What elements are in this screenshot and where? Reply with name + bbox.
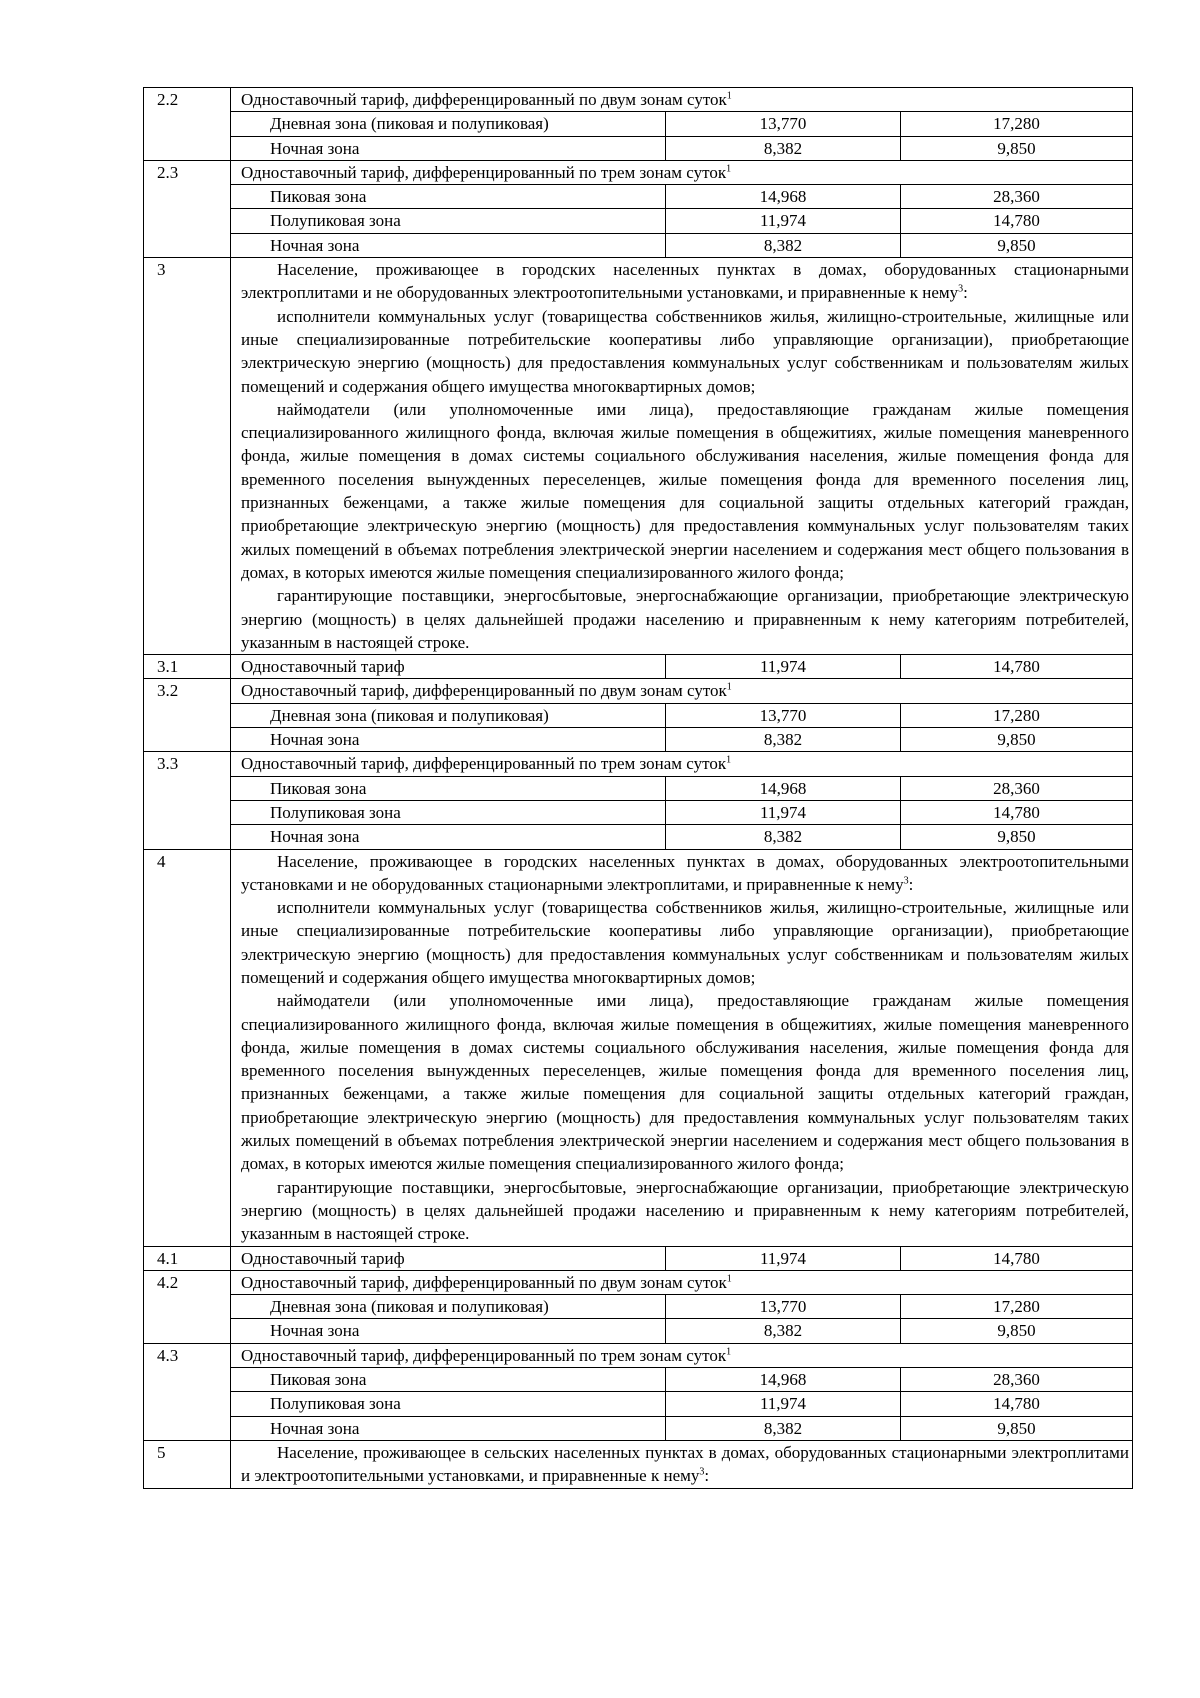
tariff-value-2: 14,780 bbox=[901, 209, 1133, 233]
row-number: 4.2 bbox=[144, 1270, 231, 1343]
tariff-value-1: 8,382 bbox=[666, 825, 901, 849]
table-row bbox=[144, 800, 1133, 824]
table-row bbox=[144, 825, 1133, 849]
tariff-value-1: 14,968 bbox=[666, 1368, 901, 1392]
zone-label: Ночная зона bbox=[231, 1319, 666, 1343]
footnote-mark: 3 bbox=[903, 875, 909, 887]
category-intro: Население, проживающее в сельских населенных пунктах в домах, оборудованных стационарными электроплитами и электроотопительными установками, и приравненные к нему$^3$: bbox=[241, 1442, 1129, 1486]
table-row bbox=[144, 1416, 1133, 1440]
tariff-value-2: 9,850 bbox=[901, 728, 1133, 752]
table-row-4-1 bbox=[144, 1246, 1133, 1270]
tariff-value-1: 13,770 bbox=[666, 1295, 901, 1319]
row-number: 3 bbox=[144, 258, 231, 655]
table-row-5 bbox=[144, 1440, 1133, 1488]
tariff-value-1: 11,974 bbox=[666, 800, 901, 824]
row-number: 3.3 bbox=[144, 752, 231, 849]
table-row bbox=[144, 1295, 1133, 1319]
tariff-value-1: 13,770 bbox=[666, 703, 901, 727]
tariff-header: Одноставочный тариф, дифференцированный по двум зонам суток$^1$ bbox=[231, 88, 1133, 112]
category-description bbox=[231, 849, 1133, 1246]
footnote-mark: 3 bbox=[699, 1466, 705, 1478]
category-paragraph: гарантирующие поставщики, энергосбытовые, энергоснабжающие организации, приобретающие электрическую энергию (мощность) в целях дальнейшей продажи населению и приравненным к нему категориям потребителей, указанным в настоящей строке. bbox=[241, 1177, 1129, 1244]
zone-label: Ночная зона bbox=[231, 136, 666, 160]
tariff-value-2: 14,780 bbox=[901, 655, 1133, 679]
category-intro: Население, проживающее в городских населенных пунктах в домах, оборудованных стационарными электроплитами и не оборудованных электроотопительными установками, и приравненные к нему$^3$: bbox=[241, 260, 1129, 303]
table-row bbox=[144, 112, 1133, 136]
row-number: 4.1 bbox=[144, 1246, 231, 1270]
tariff-value-1: 11,974 bbox=[666, 655, 901, 679]
table-row-2-2 bbox=[144, 88, 1133, 112]
zone-label: Пиковая зона bbox=[231, 185, 666, 209]
tariff-value-2: 9,850 bbox=[901, 233, 1133, 257]
table-row-2-3 bbox=[144, 160, 1133, 184]
zone-label: Полупиковая зона bbox=[231, 800, 666, 824]
zone-label: Ночная зона bbox=[231, 233, 666, 257]
row-number: 2.3 bbox=[144, 160, 231, 257]
table-row bbox=[144, 136, 1133, 160]
table-row-3-1 bbox=[144, 655, 1133, 679]
tariff-value-2: 9,850 bbox=[901, 1416, 1133, 1440]
tariff-value-2: 9,850 bbox=[901, 1319, 1133, 1343]
tariff-value-1: 14,968 bbox=[666, 185, 901, 209]
zone-label: Ночная зона bbox=[231, 1416, 666, 1440]
tariff-header: Одноставочный тариф, дифференцированный по трем зонам суток$^1$ bbox=[231, 1343, 1133, 1367]
tariff-value-1: 8,382 bbox=[666, 136, 901, 160]
table-row bbox=[144, 776, 1133, 800]
zone-label: Пиковая зона bbox=[231, 1368, 666, 1392]
category-paragraph: наймодатели (или уполномоченные ими лица), предоставляющие гражданам жилые помещения специализированного жилищного фонда, включая жилые помещения в общежитиях, жилые помещения маневренного фонда, жилые помещения в домах системы социального обслуживания населения, жилые помещения фонда для временного поселения вынужденных переселенцев, жилые помещения фонда для временного поселения лиц, признанных беженцами, а также жилые помещения для социальной защиты отдельных категорий граждан, приобретающие электрическую энергию (мощность) для предоставления коммунальных услуг пользователям таких жилых помещений в объемах потребления электрической энергии населением и содержания мест общего пользования в домах, в которых имеются жилые помещения специализированного жилого фонда; bbox=[241, 991, 1129, 1174]
category-paragraph: наймодатели (или уполномоченные ими лица), предоставляющие гражданам жилые помещения специализированного жилищного фонда, включая жилые помещения в общежитиях, жилые помещения маневренного фонда, жилые помещения в домах системы социального обслуживания населения, жилые помещения фонда для временного поселения вынужденных переселенцев, жилые помещения фонда для временного поселения лиц, признанных беженцами, а также жилые помещения для социальной защиты отдельных категорий граждан, приобретающие электрическую энергию (мощность) для предоставления коммунальных услуг пользователям таких жилых помещений в объемах потребления электрической энергии населением и содержания мест общего пользования в домах, в которых имеются жилые помещения специализированного жилого фонда; bbox=[241, 399, 1129, 582]
tariff-value-1: 8,382 bbox=[666, 728, 901, 752]
tariff-value-2: 14,780 bbox=[901, 1392, 1133, 1416]
tariff-value-2: 17,280 bbox=[901, 703, 1133, 727]
tariff-value-1: 11,974 bbox=[666, 1246, 901, 1270]
tariff-value-2: 28,360 bbox=[901, 776, 1133, 800]
zone-label: Дневная зона (пиковая и полупиковая) bbox=[231, 703, 666, 727]
tariff-value-2: 17,280 bbox=[901, 1295, 1133, 1319]
tariff-value-1: 8,382 bbox=[666, 233, 901, 257]
tariff-document bbox=[143, 87, 1132, 1489]
footnote-mark: 1 bbox=[726, 90, 732, 102]
row-number: 3.1 bbox=[144, 655, 231, 679]
table-row-4-2 bbox=[144, 1270, 1133, 1294]
zone-label: Дневная зона (пиковая и полупиковая) bbox=[231, 112, 666, 136]
zone-label: Дневная зона (пиковая и полупиковая) bbox=[231, 1295, 666, 1319]
category-description bbox=[231, 1440, 1133, 1488]
tariff-value-2: 14,780 bbox=[901, 800, 1133, 824]
table-row-3-3 bbox=[144, 752, 1133, 776]
tariff-value-1: 14,968 bbox=[666, 776, 901, 800]
footnote-mark: 1 bbox=[726, 163, 732, 175]
row-number: 4 bbox=[144, 849, 231, 1246]
row-number: 4.3 bbox=[144, 1343, 231, 1440]
category-paragraph: гарантирующие поставщики, энергосбытовые, энергоснабжающие организации, приобретающие электрическую энергию (мощность) в целях дальнейшей продажи населению и приравненным к нему категориям потребителей, указанным в настоящей строке. bbox=[241, 586, 1129, 652]
tariff-value-1: 11,974 bbox=[666, 1392, 901, 1416]
category-description bbox=[231, 258, 1133, 655]
footnote-mark: 1 bbox=[726, 754, 732, 766]
table-row bbox=[144, 1319, 1133, 1343]
tariff-header: Одноставочный тариф, дифференцированный по трем зонам суток$^1$ bbox=[231, 160, 1133, 184]
table-row bbox=[144, 1368, 1133, 1392]
table-row-3-2 bbox=[144, 679, 1133, 703]
zone-label: Пиковая зона bbox=[231, 776, 666, 800]
table-row bbox=[144, 1392, 1133, 1416]
zone-label: Ночная зона bbox=[231, 825, 666, 849]
tariff-value-2: 28,360 bbox=[901, 1368, 1133, 1392]
zone-label: Полупиковая зона bbox=[231, 1392, 666, 1416]
category-paragraph: исполнители коммунальных услуг (товарищества собственников жилья, жилищно-строительные, жилищные или иные специализированные потребительские кооперативы либо управляющие организации), приобретающие электрическую энергию (мощность) для предоставления коммунальных услуг собственникам и пользователям жилых помещений и содержания общего имущества многоквартирных домов; bbox=[241, 306, 1129, 396]
tariff-value-2: 9,850 bbox=[901, 136, 1133, 160]
table-row bbox=[144, 728, 1133, 752]
table-row bbox=[144, 703, 1133, 727]
tariff-header: Одноставочный тариф, дифференцированный по двум зонам суток$^1$ bbox=[231, 679, 1133, 703]
footnote-mark: 1 bbox=[726, 1273, 732, 1285]
tariff-value-2: 9,850 bbox=[901, 825, 1133, 849]
tariff-label: Одноставочный тариф bbox=[231, 1246, 666, 1270]
tariff-value-2: 14,780 bbox=[901, 1246, 1133, 1270]
table-row-4-3 bbox=[144, 1343, 1133, 1367]
tariff-value-1: 11,974 bbox=[666, 209, 901, 233]
tariff-value-1: 13,770 bbox=[666, 112, 901, 136]
zone-label: Ночная зона bbox=[231, 728, 666, 752]
table-row bbox=[144, 233, 1133, 257]
tariff-value-1: 8,382 bbox=[666, 1319, 901, 1343]
tariff-value-2: 28,360 bbox=[901, 185, 1133, 209]
category-intro: Население, проживающее в городских населенных пунктах в домах, оборудованных электроотопительными установками и не оборудованных стационарными электроплитами, и приравненные к нему$^3$: bbox=[241, 851, 1129, 894]
tariff-table bbox=[143, 87, 1133, 1489]
row-number: 3.2 bbox=[144, 679, 231, 752]
tariff-label: Одноставочный тариф bbox=[231, 655, 666, 679]
tariff-value-1: 8,382 bbox=[666, 1416, 901, 1440]
footnote-mark: 1 bbox=[726, 681, 732, 693]
tariff-header: Одноставочный тариф, дифференцированный по трем зонам суток$^1$ bbox=[231, 752, 1133, 776]
category-paragraph: исполнители коммунальных услуг (товарищества собственников жилья, жилищно-строительные, жилищные или иные специализированные потребительские кооперативы либо управляющие организации), приобретающие электрическую энергию (мощность) для предоставления коммунальных услуг собственникам и пользователям жилых помещений и содержания общего имущества многоквартирных домов; bbox=[241, 898, 1129, 987]
tariff-header: Одноставочный тариф, дифференцированный по двум зонам суток$^1$ bbox=[231, 1270, 1133, 1294]
row-number: 2.2 bbox=[144, 88, 231, 161]
footnote-mark: 1 bbox=[726, 1346, 732, 1358]
table-row-3 bbox=[144, 258, 1133, 655]
row-number: 5 bbox=[144, 1440, 231, 1488]
footnote-mark: 3 bbox=[958, 283, 964, 295]
zone-label: Полупиковая зона bbox=[231, 209, 666, 233]
table-row bbox=[144, 185, 1133, 209]
tariff-value-2: 17,280 bbox=[901, 112, 1133, 136]
table-row bbox=[144, 209, 1133, 233]
table-row-4 bbox=[144, 849, 1133, 1246]
